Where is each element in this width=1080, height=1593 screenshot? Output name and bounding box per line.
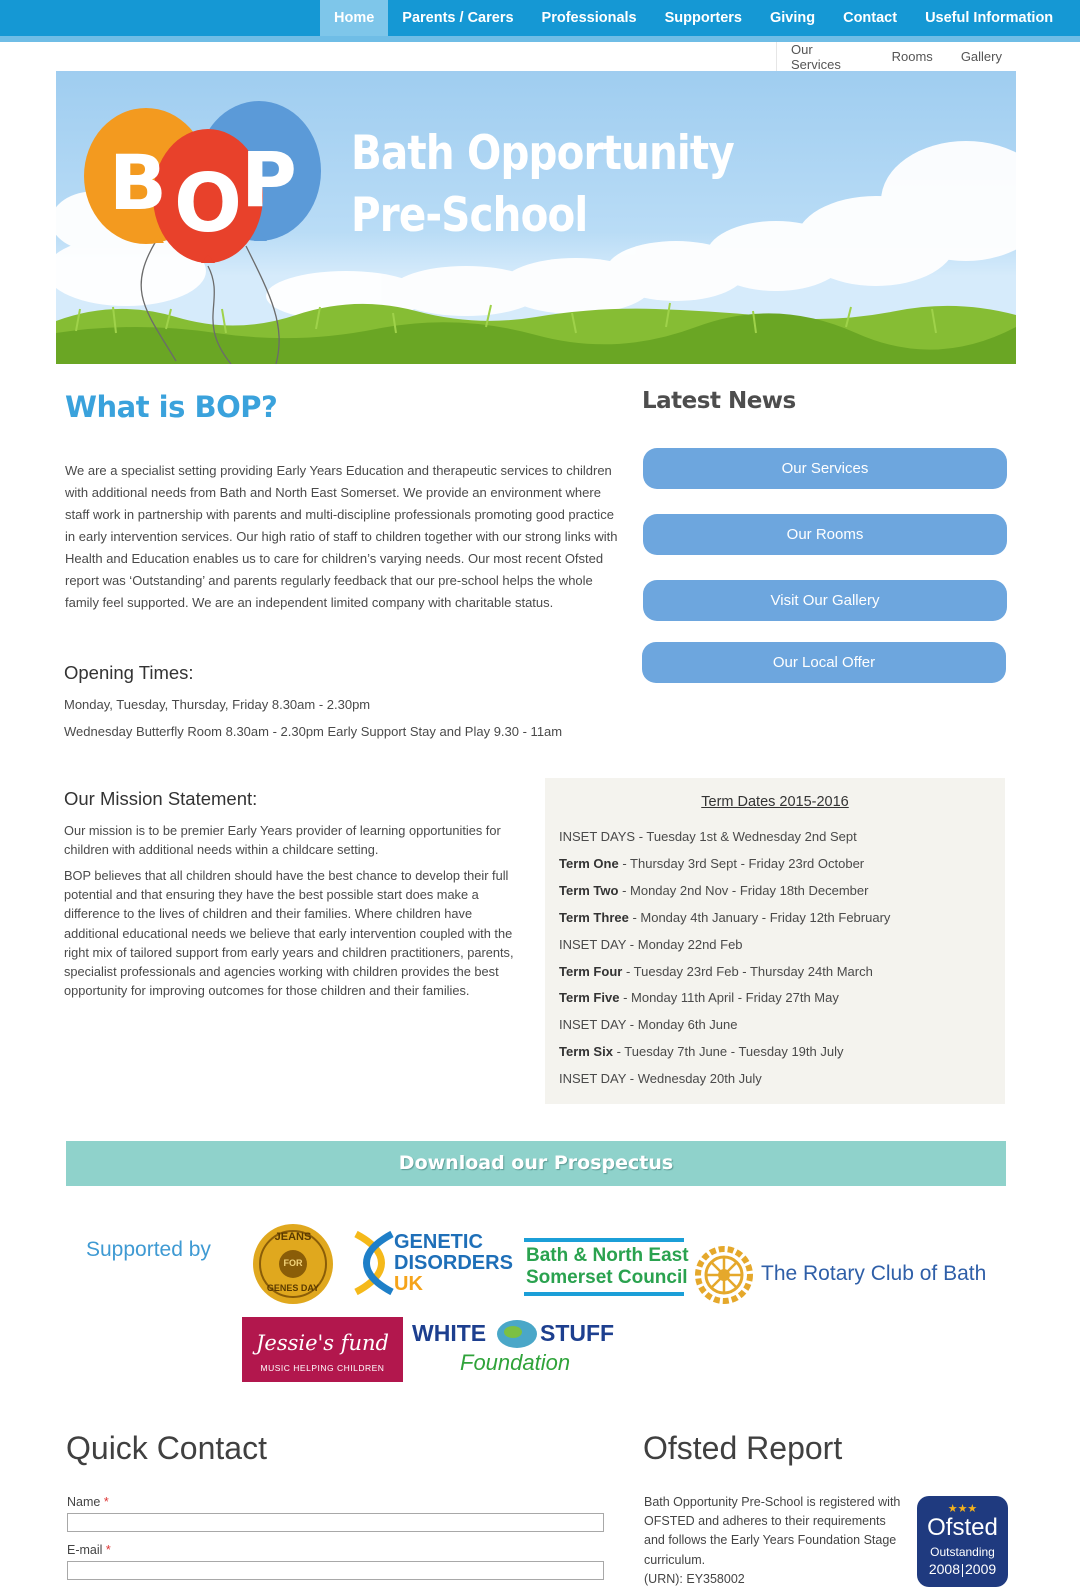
nav-supporters[interactable]: Supporters xyxy=(664,10,742,26)
mission-paragraph-2: BOP believes that all children should have the best chance to develop their full potential and that ensuring they have the best possible start does make a difference to the lives of children and their families. Where children have additional educational needs we believe that early intervention coupled with the right mix of tailored support from early years and children practitioners, parents, specialist professionals and agencies working with children provides the best opportunity for improving outcomes for those children and their families. xyxy=(64,868,514,999)
nav-useful-information[interactable]: Useful Information xyxy=(925,10,1054,26)
term-row: Term Three - Monday 4th January - Friday 12th February xyxy=(559,910,891,925)
our-services-button[interactable]: Our Services xyxy=(643,448,1007,489)
term-row: INSET DAY - Monday 6th June xyxy=(559,1017,738,1032)
term-dates-title: Term Dates 2015-2016 xyxy=(701,794,849,810)
term-row: INSET DAYS - Tuesday 1st & Wednesday 2nd Sept xyxy=(559,829,857,844)
jeans-for-genes-logo[interactable]: JEANS FOR GENES DAY xyxy=(252,1223,334,1305)
our-rooms-button[interactable]: Our Rooms xyxy=(643,514,1007,555)
rotary-club-logo[interactable]: The Rotary Club of Bath xyxy=(695,1246,985,1306)
white-stuff-foundation-logo[interactable]: WHITE STUFF Foundation xyxy=(412,1320,615,1375)
bath-council-logo[interactable]: Bath & North East Somerset Council xyxy=(524,1238,684,1298)
stars-icon: ★★★ xyxy=(947,1503,978,1515)
term-row: INSET DAY - Monday 22nd Feb xyxy=(559,937,743,952)
subnav-our-services[interactable]: Our Services xyxy=(791,41,841,72)
subnav-rooms[interactable]: Rooms xyxy=(891,49,933,64)
nav-professionals[interactable]: Professionals xyxy=(541,10,637,26)
ofsted-urn: (URN): EY358002 xyxy=(644,1571,745,1586)
local-offer-button[interactable]: Our Local Offer xyxy=(642,642,1006,683)
nav-contact[interactable]: Contact xyxy=(843,10,898,26)
quick-contact-heading: Quick Contact xyxy=(66,1430,267,1466)
svg-text:O: O xyxy=(173,157,243,250)
visit-gallery-button[interactable]: Visit Our Gallery xyxy=(643,580,1007,621)
term-row: Term Two - Monday 2nd Nov - Friday 18th December xyxy=(559,883,869,898)
nav-giving[interactable]: Giving xyxy=(769,10,816,26)
opening-times-line: Monday, Tuesday, Thursday, Friday 8.30am - 2.30pm xyxy=(64,697,371,712)
hero-banner xyxy=(56,71,1016,364)
supported-by-heading: Supported by xyxy=(86,1238,211,1261)
ofsted-description xyxy=(644,1493,909,1589)
mission-paragraph-1: Our mission is to be premier Early Years provider of learning opportunities for children with additional needs within a childcare setting. xyxy=(64,823,501,858)
latest-news-heading: Latest News xyxy=(642,388,796,414)
email-field[interactable] xyxy=(67,1561,604,1580)
opening-times-heading: Opening Times: xyxy=(64,662,194,683)
site-title xyxy=(351,123,734,247)
globe-icon xyxy=(495,1318,539,1350)
genetic-disorders-uk-logo[interactable]: GENETIC DISORDERS UK xyxy=(350,1230,510,1296)
svg-text:P: P xyxy=(241,135,297,224)
download-prospectus-button[interactable]: Download our Prospectus xyxy=(66,1141,1006,1186)
nav-home[interactable]: Home xyxy=(320,0,388,36)
opening-times-line: Wednesday Butterfly Room 8.30am - 2.30pm Early Support Stay and Play 9.30 - 11am xyxy=(64,724,563,739)
term-dates-panel xyxy=(545,778,1005,1104)
what-is-bop-heading: What is BOP? xyxy=(65,390,278,424)
sub-nav xyxy=(776,42,1016,71)
ofsted-text: Bath Opportunity Pre-School is registered with OFSTED and adheres to their requirements and follows the Early Years Foundation Stage curriculum. xyxy=(644,1495,901,1567)
term-row: Term Four - Tuesday 23rd Feb - Thursday 24th March xyxy=(559,964,873,979)
ofsted-outstanding-badge[interactable]: ★★★ Ofsted Outstanding 2008 2009 xyxy=(917,1496,1008,1587)
main-nav xyxy=(320,0,1067,36)
ofsted-report-heading: Ofsted Report xyxy=(643,1430,843,1466)
jessies-fund-logo[interactable]: Jessie's fund MUSIC HELPING CHILDREN xyxy=(242,1317,403,1382)
term-row: Term Five - Monday 11th April - Friday 27th May xyxy=(559,990,839,1005)
svg-text:B: B xyxy=(109,138,167,227)
nav-parents-carers[interactable]: Parents / Carers xyxy=(402,10,514,26)
email-label: E-mail * xyxy=(67,1543,111,1557)
dna-icon xyxy=(350,1230,398,1296)
term-row: INSET DAY - Wednesday 20th July xyxy=(559,1071,762,1086)
term-row: Term Six - Tuesday 7th June - Tuesday 19th July xyxy=(559,1044,844,1059)
mission-heading: Our Mission Statement: xyxy=(64,788,258,809)
rotary-wheel-icon xyxy=(695,1246,753,1304)
intro-paragraph: We are a specialist setting providing Early Years Education and therapeutic services to children with additional needs from Bath and North East Somerset. We provide an environment where staff work in partnership with parents and multi-discipline professionals promoting good practice in early intervention services. Our high ratio of staff to children together with our strong links with Health and Education enables us to care for children’s varying needs. Our most recent Ofsted report was ‘Outstanding’ and parents regularly feedback that our pre-school helps the whole family feel supported. We are an independent limited company with charitable status. xyxy=(65,463,618,610)
site-title-line1: Bath Opportunity xyxy=(351,126,734,181)
name-label: Name * xyxy=(67,1495,109,1509)
name-field[interactable] xyxy=(67,1513,604,1532)
subnav-gallery[interactable]: Gallery xyxy=(960,49,1002,64)
site-title-line2: Pre-School xyxy=(351,188,588,243)
term-row: Term One - Thursday 3rd Sept - Friday 23rd October xyxy=(559,856,865,871)
